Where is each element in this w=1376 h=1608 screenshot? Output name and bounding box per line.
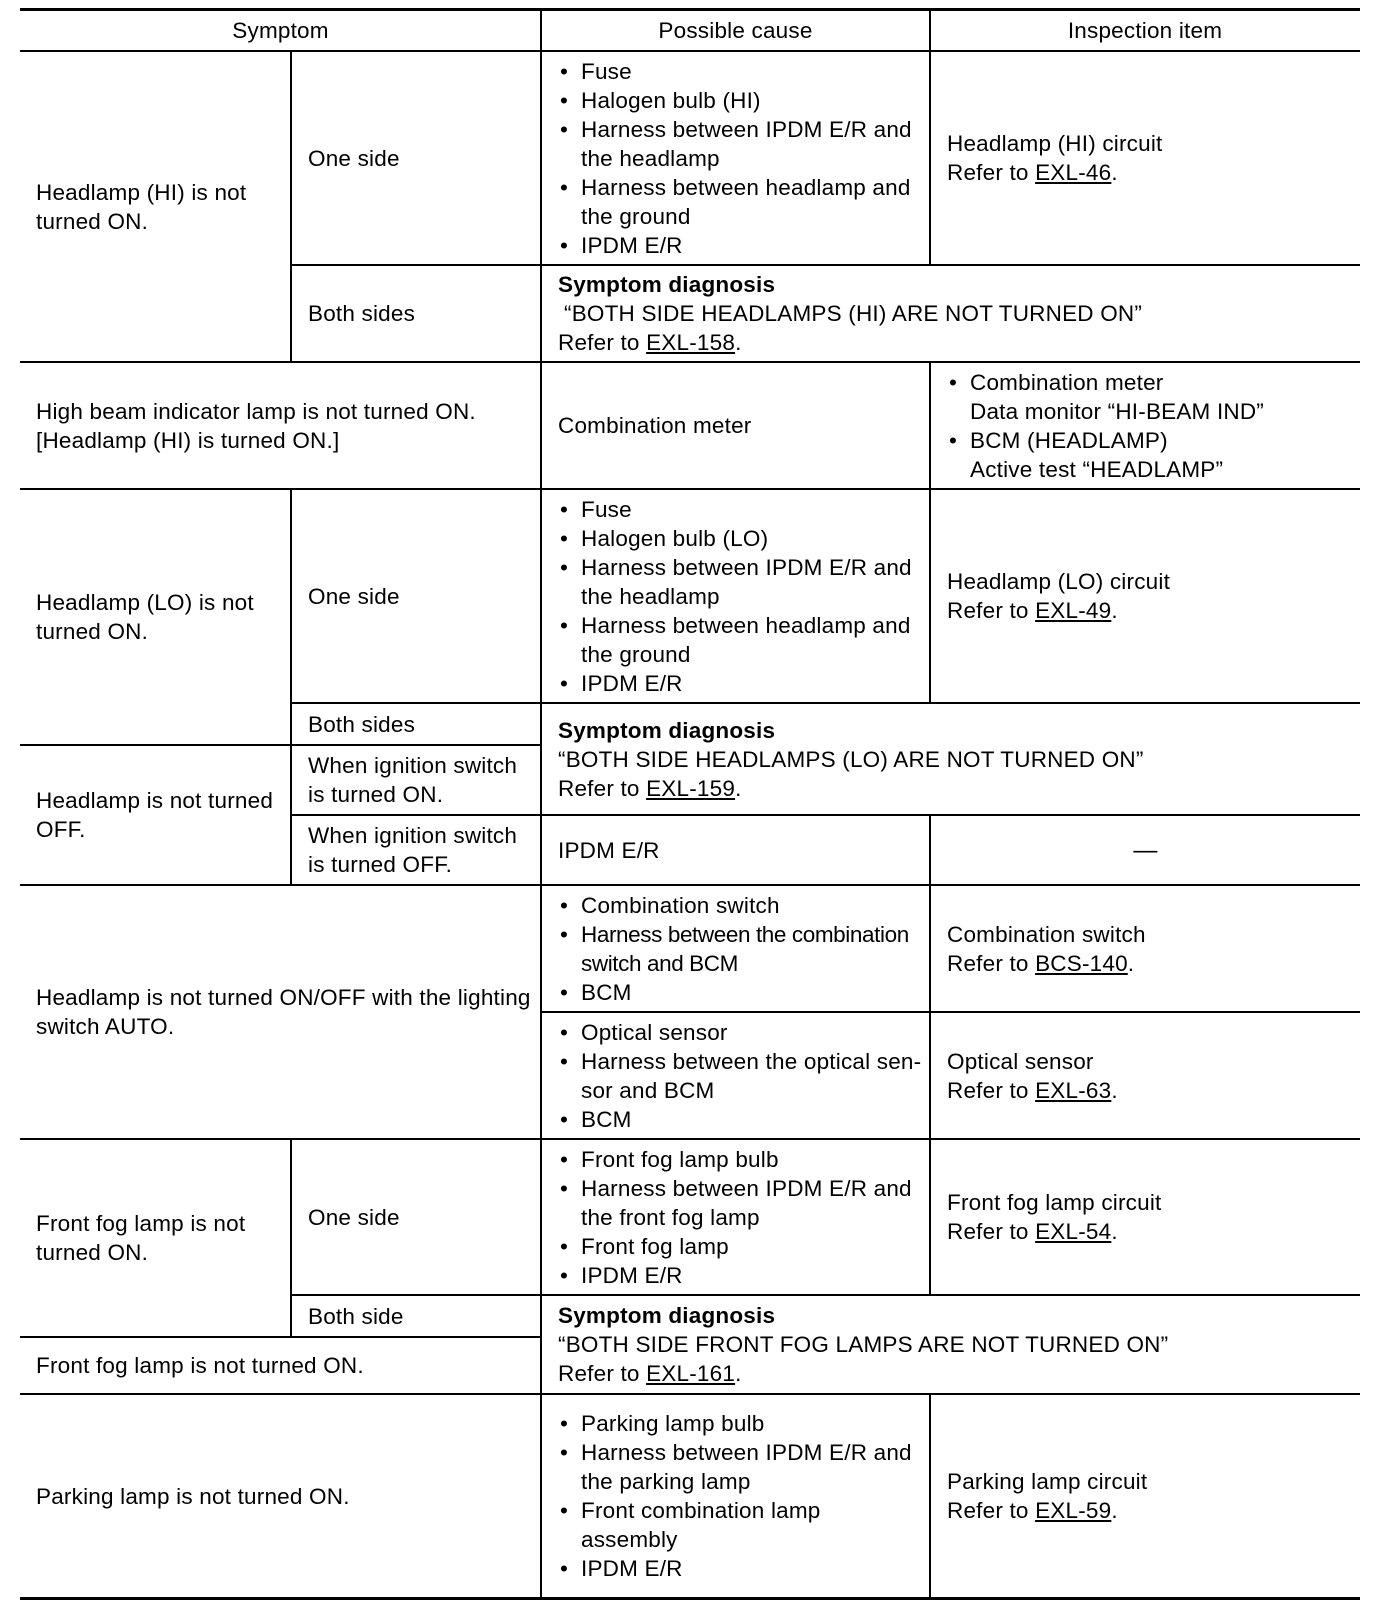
ref-link-exl-54[interactable]: EXL-54 (1035, 1219, 1112, 1244)
side-both: Both sides (308, 711, 416, 737)
cause-item: • Optical sensor (558, 1018, 923, 1047)
inspection-list-item: • Combination meter Data monitor “HI-BEAM IND” (947, 368, 1354, 426)
side-one: One side (308, 1204, 400, 1230)
cause-item: • Harness between the optical sen-sor and BCM (558, 1047, 923, 1105)
causes-auto-optical-sensor (542, 1013, 929, 1138)
cause-item: • Harness between IPDM E/R and the headlamp (558, 553, 923, 611)
condition-ignition-off: When ignition switch is turned OFF. (308, 823, 518, 877)
symptom-parking-lamp: Parking lamp is not turned ON. (36, 1483, 350, 1509)
header-possible-cause: Possible cause (658, 17, 813, 43)
diagnosis-headlamp-hi-both: Symptom diagnosis “BOTH SIDE HEADLAMPS (HI) ARE NOT TURNED ON” Refer to EXL-158. (558, 272, 1143, 355)
cause-item: • IPDM E/R (558, 231, 923, 260)
symptom-table (20, 8, 1360, 1600)
cause-item: • IPDM E/R (558, 1554, 923, 1583)
causes-headlamp-lo (542, 490, 929, 702)
inspection-front-fog: Front fog lamp circuit Refer to EXL-54. (947, 1190, 1162, 1244)
cause-item: • Harness between IPDM E/R and the headlamp (558, 115, 923, 173)
symptom-headlamp-hi: Headlamp (HI) is not turned ON. (36, 180, 247, 234)
cause-item: • Combination switch (558, 891, 923, 920)
inspection-headlamp-hi: Headlamp (HI) circuit Refer to EXL-46. (947, 131, 1163, 185)
symptom-front-fog-both: Front fog lamp is not turned ON. (36, 1353, 364, 1378)
inspection-parking-lamp: Parking lamp circuit Refer to EXL-59. (947, 1469, 1148, 1523)
cause-item: • Harness between IPDM E/R and the front fog lamp (558, 1174, 923, 1232)
condition-ignition-on: When ignition switch is turned ON. (308, 753, 518, 807)
cause-item: • Harness between headlamp and the ground (558, 611, 923, 669)
symptom-front-fog: Front fog lamp is not turned ON. (36, 1211, 246, 1265)
cause-item: • Front combination lamp assembly (558, 1496, 923, 1554)
cause-high-beam-indicator: Combination meter (558, 413, 752, 438)
dash: — (1133, 836, 1158, 864)
ref-link-bcs-140[interactable]: BCS-140 (1035, 950, 1128, 976)
cause-item: • Front fog lamp bulb (558, 1145, 923, 1174)
cause-item: • IPDM E/R (558, 669, 923, 698)
side-one: One side (308, 583, 400, 609)
side-both: Both sides (308, 301, 416, 326)
inspection-list-item: • BCM (HEADLAMP) Active test “HEADLAMP” (947, 426, 1354, 484)
causes-front-fog (542, 1140, 929, 1294)
cause-item: • Front fog lamp (558, 1232, 923, 1261)
cause-item: • Harness between IPDM E/R and the parking lamp (558, 1438, 923, 1496)
symptom-headlamp-not-off: Headlamp is not turned OFF. (36, 788, 274, 842)
ref-link-exl-161[interactable]: EXL-161 (646, 1361, 736, 1386)
ref-link-exl-158[interactable]: EXL-158 (646, 330, 736, 355)
inspection-auto-optical-sensor: Optical sensor Refer to EXL-63. (947, 1048, 1118, 1103)
cause-item: • Harness between headlamp and the ground (558, 173, 923, 231)
ref-link-exl-49[interactable]: EXL-49 (1035, 598, 1112, 623)
ref-link-exl-63[interactable]: EXL-63 (1035, 1077, 1112, 1103)
side-both: Both side (308, 1303, 404, 1329)
cause-item: • Harness between the combination switch and BCM (558, 920, 923, 978)
inspection-headlamp-lo: Headlamp (LO) circuit Refer to EXL-49. (947, 569, 1171, 623)
table-bottom-rule (20, 1597, 1360, 1600)
inspection-auto-combination-switch: Combination switch Refer to BCS-140. (947, 921, 1146, 976)
cause-item: • Fuse (558, 57, 923, 86)
header-inspection-item: Inspection item (1067, 17, 1223, 43)
inspection-headlamp-not-off (931, 816, 1360, 884)
ref-link-exl-59[interactable]: EXL-59 (1035, 1498, 1112, 1523)
causes-parking-lamp (542, 1395, 929, 1597)
cause-item: • BCM (558, 1105, 923, 1134)
cause-item: • Halogen bulb (HI) (558, 86, 923, 115)
diagnosis-front-fog-both: Symptom diagnosis “BOTH SIDE FRONT FOG LAMPS ARE NOT TURNED ON” Refer to EXL-161. (558, 1303, 1169, 1386)
cause-item: • Fuse (558, 495, 923, 524)
cause-item: • Halogen bulb (LO) (558, 524, 923, 553)
header-symptom: Symptom (232, 17, 329, 43)
symptom-high-beam-indicator: High beam indicator lamp is not turned ON. [Headlamp (HI) is turned ON.] (36, 398, 476, 453)
ref-link-exl-46[interactable]: EXL-46 (1035, 160, 1112, 185)
symptom-lighting-switch-auto: Headlamp is not turned ON/OFF with the lighting switch AUTO. (36, 985, 531, 1039)
cause-item: • BCM (558, 978, 923, 1007)
causes-auto-combination-switch (542, 886, 929, 1011)
inspection-high-beam-indicator (931, 363, 1360, 488)
cause-item: • Parking lamp bulb (558, 1409, 923, 1438)
cause-item: • IPDM E/R (558, 1261, 923, 1290)
side-one: One side (308, 145, 400, 171)
ref-link-exl-159[interactable]: EXL-159 (646, 775, 736, 801)
causes-headlamp-hi (542, 52, 929, 264)
diagnosis-headlamp-lo-both: Symptom diagnosis “BOTH SIDE HEADLAMPS (LO) ARE NOT TURNED ON” Refer to EXL-159. (558, 717, 1144, 801)
symptom-headlamp-lo: Headlamp (LO) is not turned ON. (36, 590, 254, 644)
cause-headlamp-not-off: IPDM E/R (558, 837, 660, 863)
